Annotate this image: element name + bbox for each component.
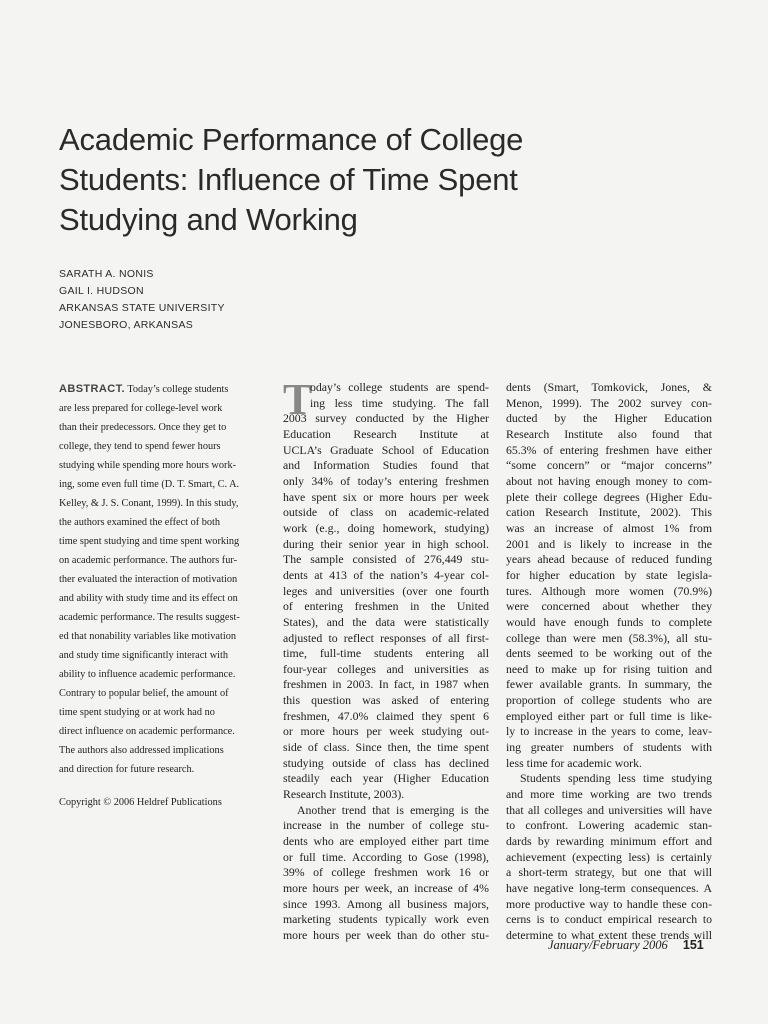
body-line: leges and universities (over one fourth bbox=[283, 583, 489, 598]
body-line: or full time. According to Gose (1998), bbox=[283, 849, 489, 864]
body-line: Another trend that is emerging is the bbox=[297, 802, 489, 817]
body-line: ing less time studying. The fall bbox=[310, 395, 489, 410]
body-line: more hours per week, an increase of 4% bbox=[283, 881, 489, 895]
abstract-line: ed that nonability variables like motivation bbox=[59, 631, 237, 642]
abstract-line: ability to influence academic performance. bbox=[59, 669, 236, 680]
body-line: increase in the number of college stu- bbox=[283, 818, 489, 833]
body-line: 65.3% of entering freshmen have either bbox=[506, 442, 712, 457]
body-line: and Information Studies found that bbox=[283, 458, 489, 473]
body-line: proportion of college students who are bbox=[506, 693, 712, 708]
body-line: a short-term strategy, but one that will bbox=[506, 865, 712, 880]
abstract-line: than their predecessors. Once they get to bbox=[59, 422, 227, 433]
abstract-line: Kelley, & J. S. Conant, 1999). In this study, bbox=[59, 498, 239, 509]
body-line: only 34% of today’s entering freshmen bbox=[283, 473, 489, 488]
abstract-line: direct influence on academic performance. bbox=[59, 726, 235, 737]
abstract-text: Today’s college students bbox=[124, 384, 229, 395]
body-line: cation Research Institute, 2002). This bbox=[506, 505, 712, 520]
body-line: or more hours per week studying out- bbox=[283, 724, 489, 739]
abstract-line: studying while spending more hours work- bbox=[59, 460, 237, 471]
body-line: cerns is to conduct empirical research to bbox=[506, 912, 712, 927]
body-line: more productive way to handle these con- bbox=[506, 896, 712, 911]
title-line: Studying and Working bbox=[59, 202, 358, 237]
body-line: would have enough funds to complete bbox=[506, 614, 712, 629]
body-line: The sample consisted of 276,449 stu- bbox=[283, 552, 489, 567]
body-line: work (e.g., doing homework, studying) bbox=[283, 520, 489, 535]
body-line: this question was asked of entering bbox=[283, 693, 489, 708]
body-line: that all colleges and universities will have bbox=[506, 802, 712, 817]
body-line: dards by rewarding minimum effort and bbox=[506, 834, 712, 849]
body-line: dents who are employed either part time bbox=[283, 834, 489, 849]
body-line: States), and the data were statistically bbox=[283, 614, 489, 629]
body-line: during their senior year in high school. bbox=[283, 536, 489, 551]
page-number: 151 bbox=[682, 938, 704, 952]
body-line: were concerned about whether they bbox=[506, 599, 712, 614]
abstract-line: and ability with study time and its effect on bbox=[59, 593, 238, 604]
body-line: UCLA’s Graduate School of Education bbox=[283, 442, 489, 457]
article-title bbox=[59, 120, 679, 240]
abstract-line: ing, some even full time (D. T. Smart, C. A. bbox=[59, 479, 240, 490]
body-line: marketing students typically work even bbox=[283, 912, 489, 927]
body-line: Research Institute, 2003). bbox=[283, 787, 405, 802]
body-line: dents at 413 of the nation’s 4-year col- bbox=[283, 567, 489, 582]
title-line: Academic Performance of College bbox=[59, 122, 524, 157]
body-line: determine to what extent these trends will bbox=[506, 927, 712, 942]
body-line: and more time working are two trends bbox=[506, 787, 712, 802]
body-line: was an increase of almost 1% from bbox=[506, 520, 712, 535]
body-column-1 bbox=[283, 375, 489, 944]
author-name: GAIL I. HUDSON bbox=[59, 285, 144, 297]
body-line: 2001 and is likely to increase in the bbox=[506, 536, 712, 551]
title-line: Students: Influence of Time Spent bbox=[59, 162, 518, 197]
abstract-line: are less prepared for college-level work bbox=[59, 403, 223, 414]
body-line: for higher education by state legisla- bbox=[506, 567, 712, 582]
body-line: studying outside of class has declined bbox=[283, 755, 489, 770]
drop-cap: T bbox=[283, 375, 313, 424]
abstract-line: college, they tend to spend fewer hours bbox=[59, 441, 221, 452]
body-line: freshmen, 47.0% claimed they spent 6 bbox=[283, 708, 489, 723]
author-name: SARATH A. NONIS bbox=[59, 268, 154, 280]
body-line: adjusted to reflect responses of all first- bbox=[283, 630, 489, 645]
body-line: have spent six or more hours per week bbox=[283, 489, 489, 504]
body-line: side of class. Since then, the time spent bbox=[283, 740, 489, 755]
abstract-line: time spent studying and time spent working bbox=[59, 536, 240, 547]
body-line: dents seemed to be working out of the bbox=[506, 646, 712, 661]
body-line: dents (Smart, Tomkovick, Jones, & bbox=[506, 380, 712, 394]
body-line: to confront. Lowering academic stan- bbox=[506, 818, 712, 833]
body-line: 2003 survey conducted by the Higher bbox=[283, 411, 489, 426]
body-line: ducted by the Higher Education bbox=[506, 411, 712, 426]
page-footer bbox=[548, 938, 704, 953]
abstract bbox=[59, 380, 264, 779]
body-line: ly to increase in the years to come, leav- bbox=[506, 724, 712, 739]
body-line: employed either part or full time is like- bbox=[506, 708, 712, 723]
body-line: 39% of college freshmen work 16 or bbox=[283, 865, 489, 880]
body-line: outside of class on academic-related bbox=[283, 505, 489, 520]
body-line: more hours per week than do other stu- bbox=[283, 927, 489, 942]
body-line: time, full-time students entering all bbox=[283, 646, 489, 661]
body-line: freshmen in 2003. In fact, in 1987 when bbox=[283, 677, 489, 692]
body-line: of entering freshmen in the United bbox=[283, 599, 489, 614]
body-line: Research Institute also found that bbox=[506, 426, 712, 441]
abstract-line: Contrary to popular belief, the amount of bbox=[59, 688, 229, 699]
abstract-line: ther evaluated the interaction of motivation bbox=[59, 574, 238, 585]
body-line: four-year colleges and universities as bbox=[283, 661, 489, 676]
body-line: college than were men (58.3%), all stu- bbox=[506, 630, 712, 645]
copyright-notice: Copyright © 2006 Heldref Publications bbox=[59, 797, 222, 808]
author-location: JONESBORO, ARKANSAS bbox=[59, 319, 194, 331]
issue-date: January/February 2006 bbox=[548, 938, 668, 952]
abstract-line: and study time significantly interact with bbox=[59, 650, 229, 661]
abstract-line: time spent studying or at work had no bbox=[59, 707, 215, 718]
body-line: less time for academic work. bbox=[506, 755, 642, 770]
body-line: steadily each year (Higher Education bbox=[283, 771, 489, 786]
body-line: Students spending less time studying bbox=[520, 771, 712, 786]
body-column-2 bbox=[506, 380, 712, 944]
abstract-line: academic performance. The results suggest- bbox=[59, 612, 240, 623]
body-line: plete their college degrees (Higher Edu- bbox=[506, 489, 712, 504]
body-line: since 1993. Among all business majors, bbox=[283, 896, 489, 911]
body-line: fewer available grants. In summary, the bbox=[506, 677, 712, 692]
author-block bbox=[59, 266, 225, 334]
abstract-line: The authors also addressed implications bbox=[59, 745, 224, 756]
body-line: Education Research Institute at bbox=[283, 426, 489, 441]
body-line: years ahead because of reduced funding bbox=[506, 552, 712, 567]
body-line: Menon, 1999). The 2002 survey con- bbox=[506, 395, 712, 410]
author-affiliation: ARKANSAS STATE UNIVERSITY bbox=[59, 302, 225, 314]
abstract-line: on academic performance. The authors fur- bbox=[59, 555, 237, 566]
body-line: achievement (expecting less) is certainly bbox=[506, 849, 712, 864]
body-line: “some concern” or “major concerns” bbox=[506, 458, 712, 473]
abstract-label: ABSTRACT. bbox=[59, 383, 125, 395]
abstract-line: the authors examined the effect of both bbox=[59, 517, 221, 528]
abstract-line: and direction for future research. bbox=[59, 764, 195, 775]
body-line: ing greater numbers of students with bbox=[506, 740, 712, 755]
body-line: need to make up for rising tuition and bbox=[506, 661, 712, 676]
body-line: about not having enough money to com- bbox=[506, 473, 712, 488]
body-line: have negative long-term consequences. A bbox=[506, 881, 712, 895]
body-line: oday’s college students are spend- bbox=[310, 380, 489, 394]
body-line: tures. Although more women (70.9%) bbox=[506, 583, 712, 598]
abstract-first-line bbox=[59, 380, 264, 399]
